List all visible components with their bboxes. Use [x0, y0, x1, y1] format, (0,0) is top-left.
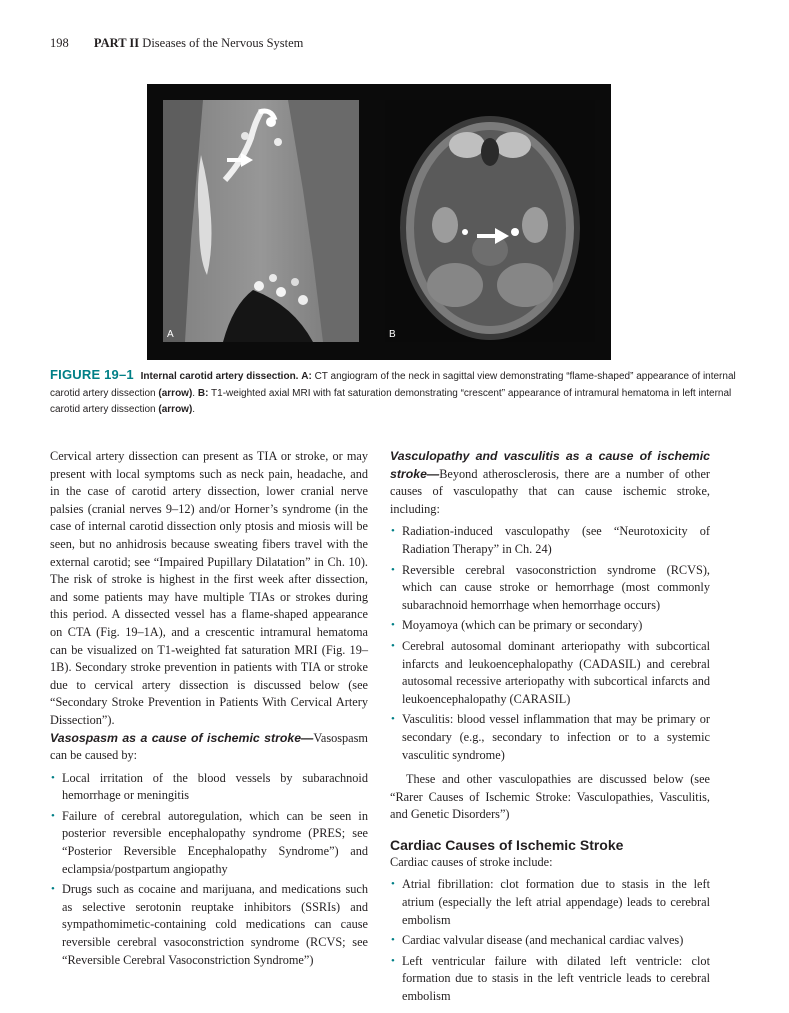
vasospasm-text: Vasospasm can be caused by:: [50, 730, 368, 763]
cardiac-heading: Cardiac Causes of Ischemic Stroke: [390, 836, 624, 853]
part-name: Diseases of the Nervous System: [142, 36, 304, 50]
vasospasm-lead: Vasospasm as a cause of ischemic stroke—: [50, 730, 314, 745]
caption-b-text: T1-weighted axial MRI with fat saturation demonstrating “crescent” appearance of intramural hematoma in left internal carotid artery dissection: [50, 387, 732, 415]
vasculopathy-paragraph: [390, 448, 710, 518]
figure-title: Internal carotid artery dissection.: [140, 371, 299, 382]
cardiac-list: [390, 876, 710, 1005]
list-item: • Reversible cerebral vasoconstriction syndrome (RCVS), which can cause stroke or hemorrhage (most commonly subarachnoid hemorrhage when hemorrhage occurs): [390, 562, 710, 615]
vasculopathy-lead: Vasculopathy and vasculitis as a cause of ischemic stroke—: [390, 449, 710, 481]
list-item: • Left ventricular failure with dilated left ventricle: clot formation due to stasis in the left ventricle leads to cerebral embolism: [390, 953, 710, 1006]
caption-b-arrow: (arrow): [158, 404, 193, 415]
cardiac-intro: Cardiac causes of stroke include:: [390, 854, 553, 869]
list-item: • Cerebral autosomal dominant arteriopathy with subcortical infarcts and leukoencephalopathy (CADASIL) and cerebral autosomal recessive arteriopathy with subcortical infarcts and leukoencephalopathy (CARASIL): [390, 638, 710, 708]
caption-a-text: CT angiogram of the neck in sagittal view demonstrating “flame-shaped” appearance of internal carotid artery dissection: [50, 371, 736, 399]
right-column: [390, 448, 710, 1013]
panel-a-label: A: [167, 329, 174, 340]
dissection-paragraph: Cervical artery dissection can present as TIA or stroke, or may present with local symptoms such as neck pain, headache, and in the case of carotid artery dissection, lower cranial nerve palsies (cranial nerves 9–12) and/or Horner’s syndrome (in the case of internal carotid dissection only ptosis and miosis will be seen, but no anhidrosis because sweating fibers travel with the external carotid; see “Impaired Pupillary Dilatation” in Ch. 10). The risk of stroke is highest in the first week after dissection, and some patients may have multiple TIAs or strokes during this period. A dissected vessel has a flame-shaped appearance on CTA (Fig. 19–1A), and a crescentic intramural hematoma can be visualized on T1-weighted fat saturation MRI (Fig. 19–1B). Secondary stroke prevention in patients with TIA or stroke due to cervical artery dissection is discussed below (see “Secondary Stroke Prevention in Patients With Cervical Artery Dissection”).: [50, 449, 368, 727]
figure-number: FIGURE 19–1: [50, 367, 134, 382]
list-item: • Failure of cerebral autoregulation, which can be seen in posterior reversible encephalopathy syndrome (PRES; see “Posterior Reversible Encephalopathy Syndrome”) and eclampsia/postpartum angiopathy: [50, 808, 368, 878]
caption-a-label: A:: [301, 371, 312, 382]
vasculopathy-text: Beyond atherosclerosis, there are a number of other causes of vasculopathy that can cause ischemic stroke, including:: [390, 466, 710, 516]
mri-axial-graphic: [385, 100, 595, 342]
page-number: 198: [50, 36, 69, 50]
list-item: • Moyamoya (which can be primary or secondary): [390, 617, 710, 635]
running-header: [50, 36, 303, 51]
vasculopathy-note: These and other vasculopathies are discussed below (see “Rarer Causes of Ischemic Stroke: Vasculopathies, Vasculitis, and Genetic Disorders”): [390, 772, 710, 822]
left-column: [50, 448, 368, 976]
mri-axial-image: [385, 100, 595, 342]
ct-angiogram-graphic: [163, 100, 359, 342]
caption-b-label: B:: [197, 387, 209, 399]
caption-a-arrow: (arrow): [158, 387, 193, 399]
vasculopathy-list: [390, 523, 710, 764]
vasospasm-list: [50, 770, 368, 970]
panel-b-label: B: [389, 329, 396, 340]
list-item: • Local irritation of the blood vessels by subarachnoid hemorrhage or meningitis: [50, 770, 368, 805]
list-item: • Radiation-induced vasculopathy (see “Neurotoxicity of Radiation Therapy” in Ch. 24): [390, 523, 710, 558]
part-title: [94, 36, 304, 50]
list-item: • Atrial fibrillation: clot formation due to stasis in the left atrium (especially the left atrial appendage) leads to cerebral embolism: [390, 876, 710, 929]
ct-angiogram-image: [163, 100, 359, 342]
part-label: PART II: [93, 36, 140, 50]
list-item: • Drugs such as cocaine and marijuana, and medications such as selective serotonin reuptake inhibitors (SSRIs) and sympathomimetic-containing cold medications can cause reversible cerebral vasoconstriction syndrome (RCVS; see “Reversible Cerebral Vasoconstriction Syndrome”): [50, 881, 368, 969]
figure-19-1: [147, 84, 611, 360]
list-item: • Vasculitis: blood vessel inflammation that may be primary or secondary (e.g., secondary to infection or to a systemic vasculitic syndrome): [390, 711, 710, 764]
list-item: • Cardiac valvular disease (and mechanical cardiac valves): [390, 932, 710, 950]
figure-caption: FIGURE 19–1 Internal carotid artery dissection. A: CT angiogram of the neck in sagittal view demonstrating “flame-shaped” appearance of internal carotid artery dissection (arrow). B: T1-weighted axial MRI with fat saturation demonstrating “crescent” appearance of intramural hematoma in left internal carotid artery dissection (arrow).: [50, 367, 736, 415]
vasospasm-paragraph: [50, 730, 368, 765]
